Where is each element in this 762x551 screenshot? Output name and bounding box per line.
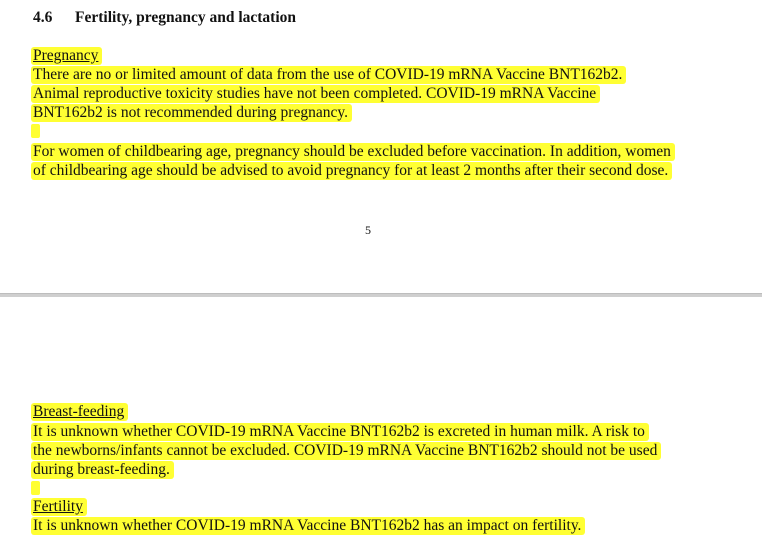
pregnancy-line-1: There are no or limited amount of data from the use of COVID-19 mRNA Vaccine BNT162b2. xyxy=(31,65,626,84)
section-title: Fertility, pregnancy and lactation xyxy=(75,9,297,26)
page-break-divider xyxy=(0,293,762,297)
pregnancy-line-4: For women of childbearing age, pregnancy should be excluded before vaccination. In addition, women xyxy=(31,142,675,161)
page-number: 5 xyxy=(365,223,371,237)
section-number: 4.6 xyxy=(33,9,53,26)
pregnancy-subheading: Pregnancy xyxy=(31,46,102,65)
breast-feeding-line-3: during breast-feeding. xyxy=(31,460,174,479)
pregnancy-line-5: of childbearing age should be advised to avoid pregnancy for at least 2 months after their second dose. xyxy=(31,161,672,180)
breast-feeding-line-2: the newborns/infants cannot be excluded. COVID-19 mRNA Vaccine BNT162b2 should not be used xyxy=(31,441,661,460)
pregnancy-line-2: Animal reproductive toxicity studies have not been completed. COVID-19 mRNA Vaccine xyxy=(31,84,600,103)
fertility-subheading: Fertility xyxy=(31,497,87,516)
fertility-line-1: It is unknown whether COVID-19 mRNA Vaccine BNT162b2 has an impact on fertility. xyxy=(31,516,585,535)
breast-feeding-line-1: It is unknown whether COVID-19 mRNA Vaccine BNT162b2 is excreted in human milk. A risk to xyxy=(31,422,649,441)
blank-line-highlight xyxy=(31,481,40,495)
pregnancy-line-3: BNT162b2 is not recommended during pregnancy. xyxy=(31,103,352,122)
breast-feeding-subheading: Breast-feeding xyxy=(31,402,128,421)
section-heading xyxy=(33,8,296,28)
blank-line-highlight xyxy=(31,124,40,138)
